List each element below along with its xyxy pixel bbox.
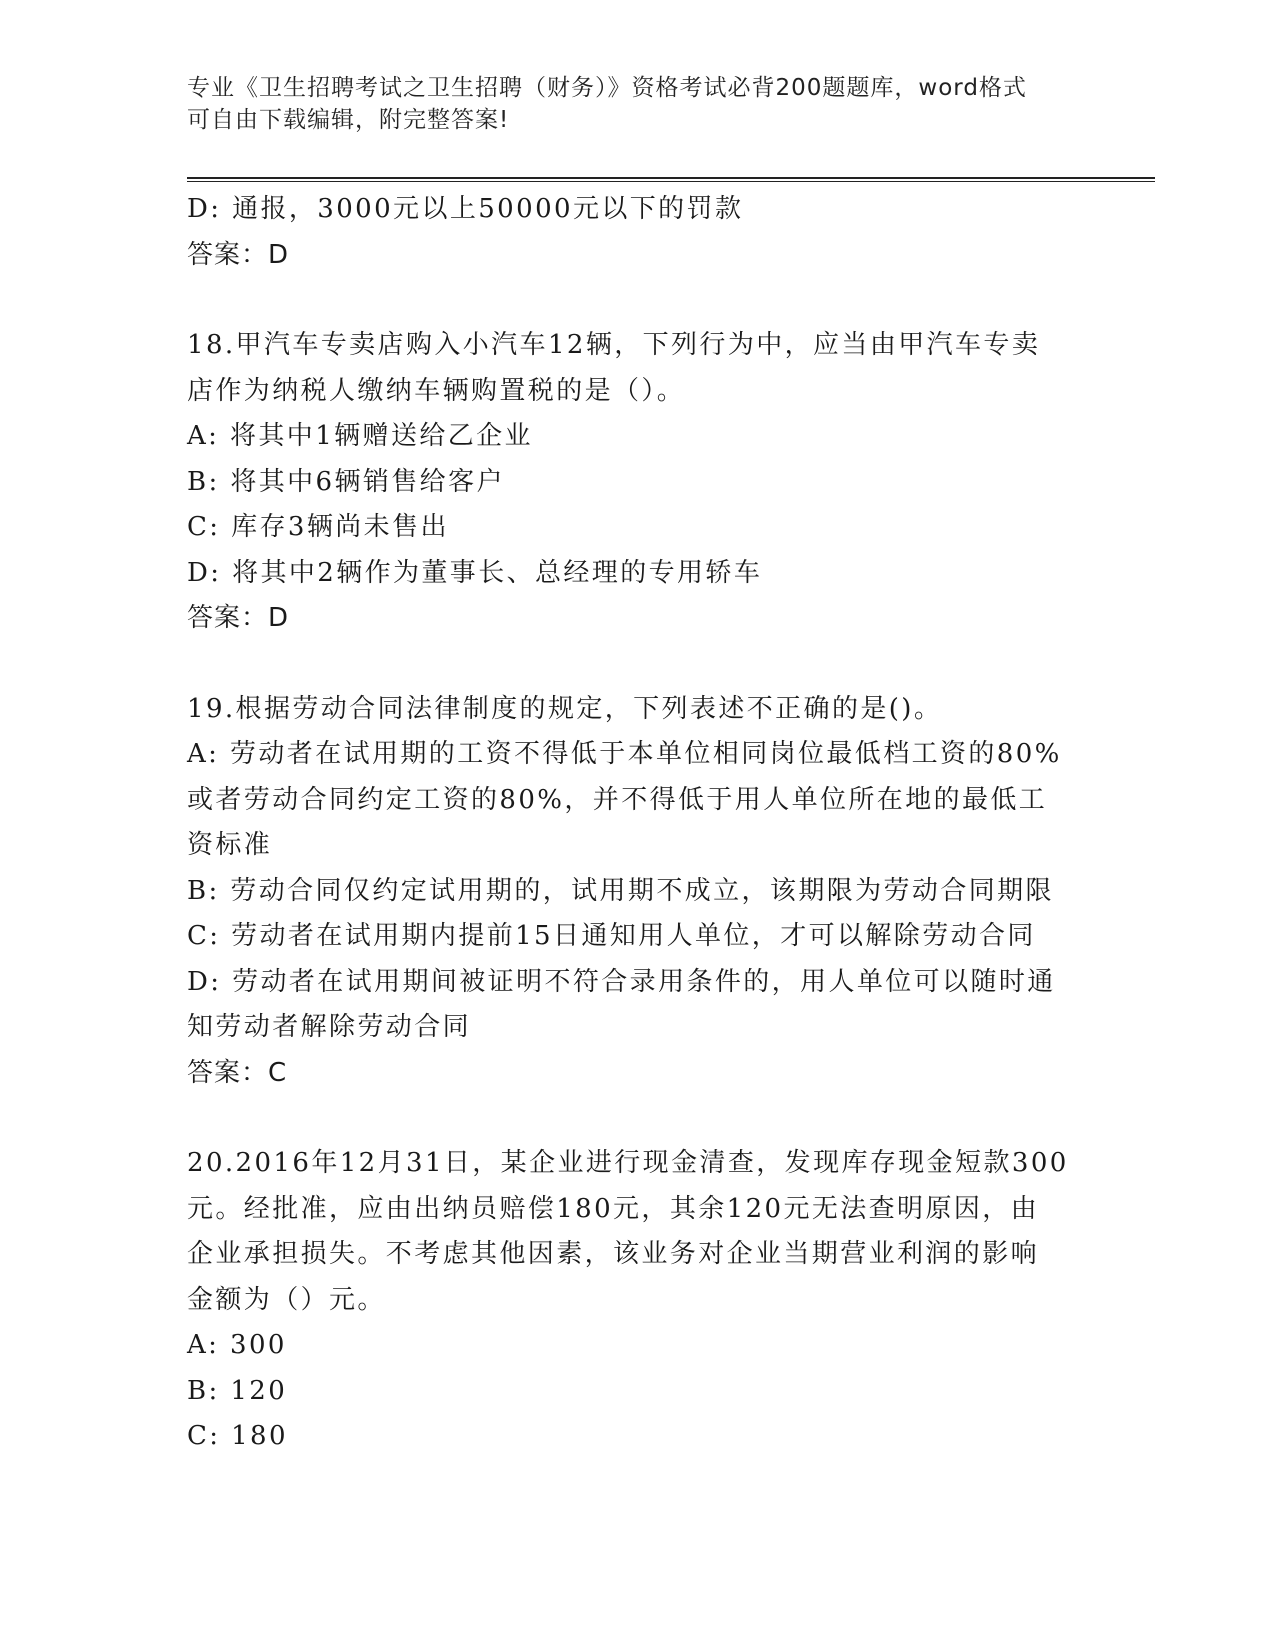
- question-17-answer: 答案：D: [187, 239, 290, 270]
- question-19-option-a-line-3: 资标准: [187, 830, 273, 860]
- question-18-stem-line-2: 店作为纳税人缴纳车辆购置税的是（）。: [187, 375, 686, 406]
- question-20-option-c: C: 180: [187, 1421, 288, 1451]
- header-title-line-1: 专业《卫生招聘考试之卫生招聘（财务）》资格考试必背200题题库，word格式: [187, 75, 1027, 101]
- question-19-answer: 答案：C: [187, 1057, 288, 1088]
- question-19: [187, 687, 1087, 1097]
- question-20-stem-line-2: 元。经批准，应由出纳员赔偿180元，其余120元无法查明原因，由: [187, 1193, 1040, 1224]
- spacer: [187, 278, 1087, 323]
- header-title-line-2: 可自由下载编辑，附完整答案!: [187, 107, 510, 133]
- spacer: [187, 642, 1087, 687]
- question-20-stem-line-1: 20.2016年12月31日，某企业进行现金清查，发现库存现金短款300: [187, 1148, 1069, 1178]
- question-19-option-d-line-2: 知劳动者解除劳动合同: [187, 1012, 472, 1042]
- question-18-stem-line-1: 18.甲汽车专卖店购入小汽车12辆，下列行为中，应当由甲汽车专卖: [187, 330, 1041, 360]
- question-19-option-b: B: 劳动合同仅约定试用期的，试用期不成立，该期限为劳动合同期限: [187, 875, 1054, 906]
- question-19-option-c: C: 劳动者在试用期内提前15日通知用人单位，才可以解除劳动合同: [187, 921, 1036, 951]
- spacer: [187, 1096, 1087, 1141]
- question-20-option-a: A: 300: [187, 1330, 287, 1360]
- question-19-option-d-line-1: D: 劳动者在试用期间被证明不符合录用条件的，用人单位可以随时通: [187, 966, 1056, 997]
- question-18-option-c: C: 库存3辆尚未售出: [187, 512, 449, 542]
- question-17-tail: [187, 187, 1087, 278]
- question-18-option-d: D: 将其中2辆作为董事长、总经理的专用轿车: [187, 557, 763, 588]
- question-18-option-b: B: 将其中6辆销售给客户: [187, 466, 505, 497]
- question-20-option-b: B: 120: [187, 1375, 288, 1406]
- document-body: [187, 187, 1087, 1460]
- question-17-option-d: D: 通报，3000元以上50000元以下的罚款: [187, 194, 744, 224]
- question-20-stem-line-4: 金额为（）元。: [187, 1284, 386, 1315]
- question-19-option-a-line-2: 或者劳动合同约定工资的80%，并不得低于用人单位所在地的最低工: [187, 784, 1048, 815]
- question-20: [187, 1141, 1087, 1460]
- question-19-stem: 19.根据劳动合同法律制度的规定，下列表述不正确的是()。: [187, 693, 943, 724]
- question-19-option-a-line-1: A: 劳动者在试用期的工资不得低于本单位相同岗位最低档工资的80%: [187, 739, 1062, 769]
- question-20-stem-line-3: 企业承担损失。不考虑其他因素，该业务对企业当期营业利润的影响: [187, 1239, 1040, 1269]
- question-18-answer: 答案：D: [187, 603, 290, 633]
- question-18-option-a: A: 将其中1辆赠送给乙企业: [187, 421, 533, 451]
- document-header: [187, 72, 1067, 136]
- question-18: [187, 323, 1087, 642]
- header-divider: [187, 177, 1155, 182]
